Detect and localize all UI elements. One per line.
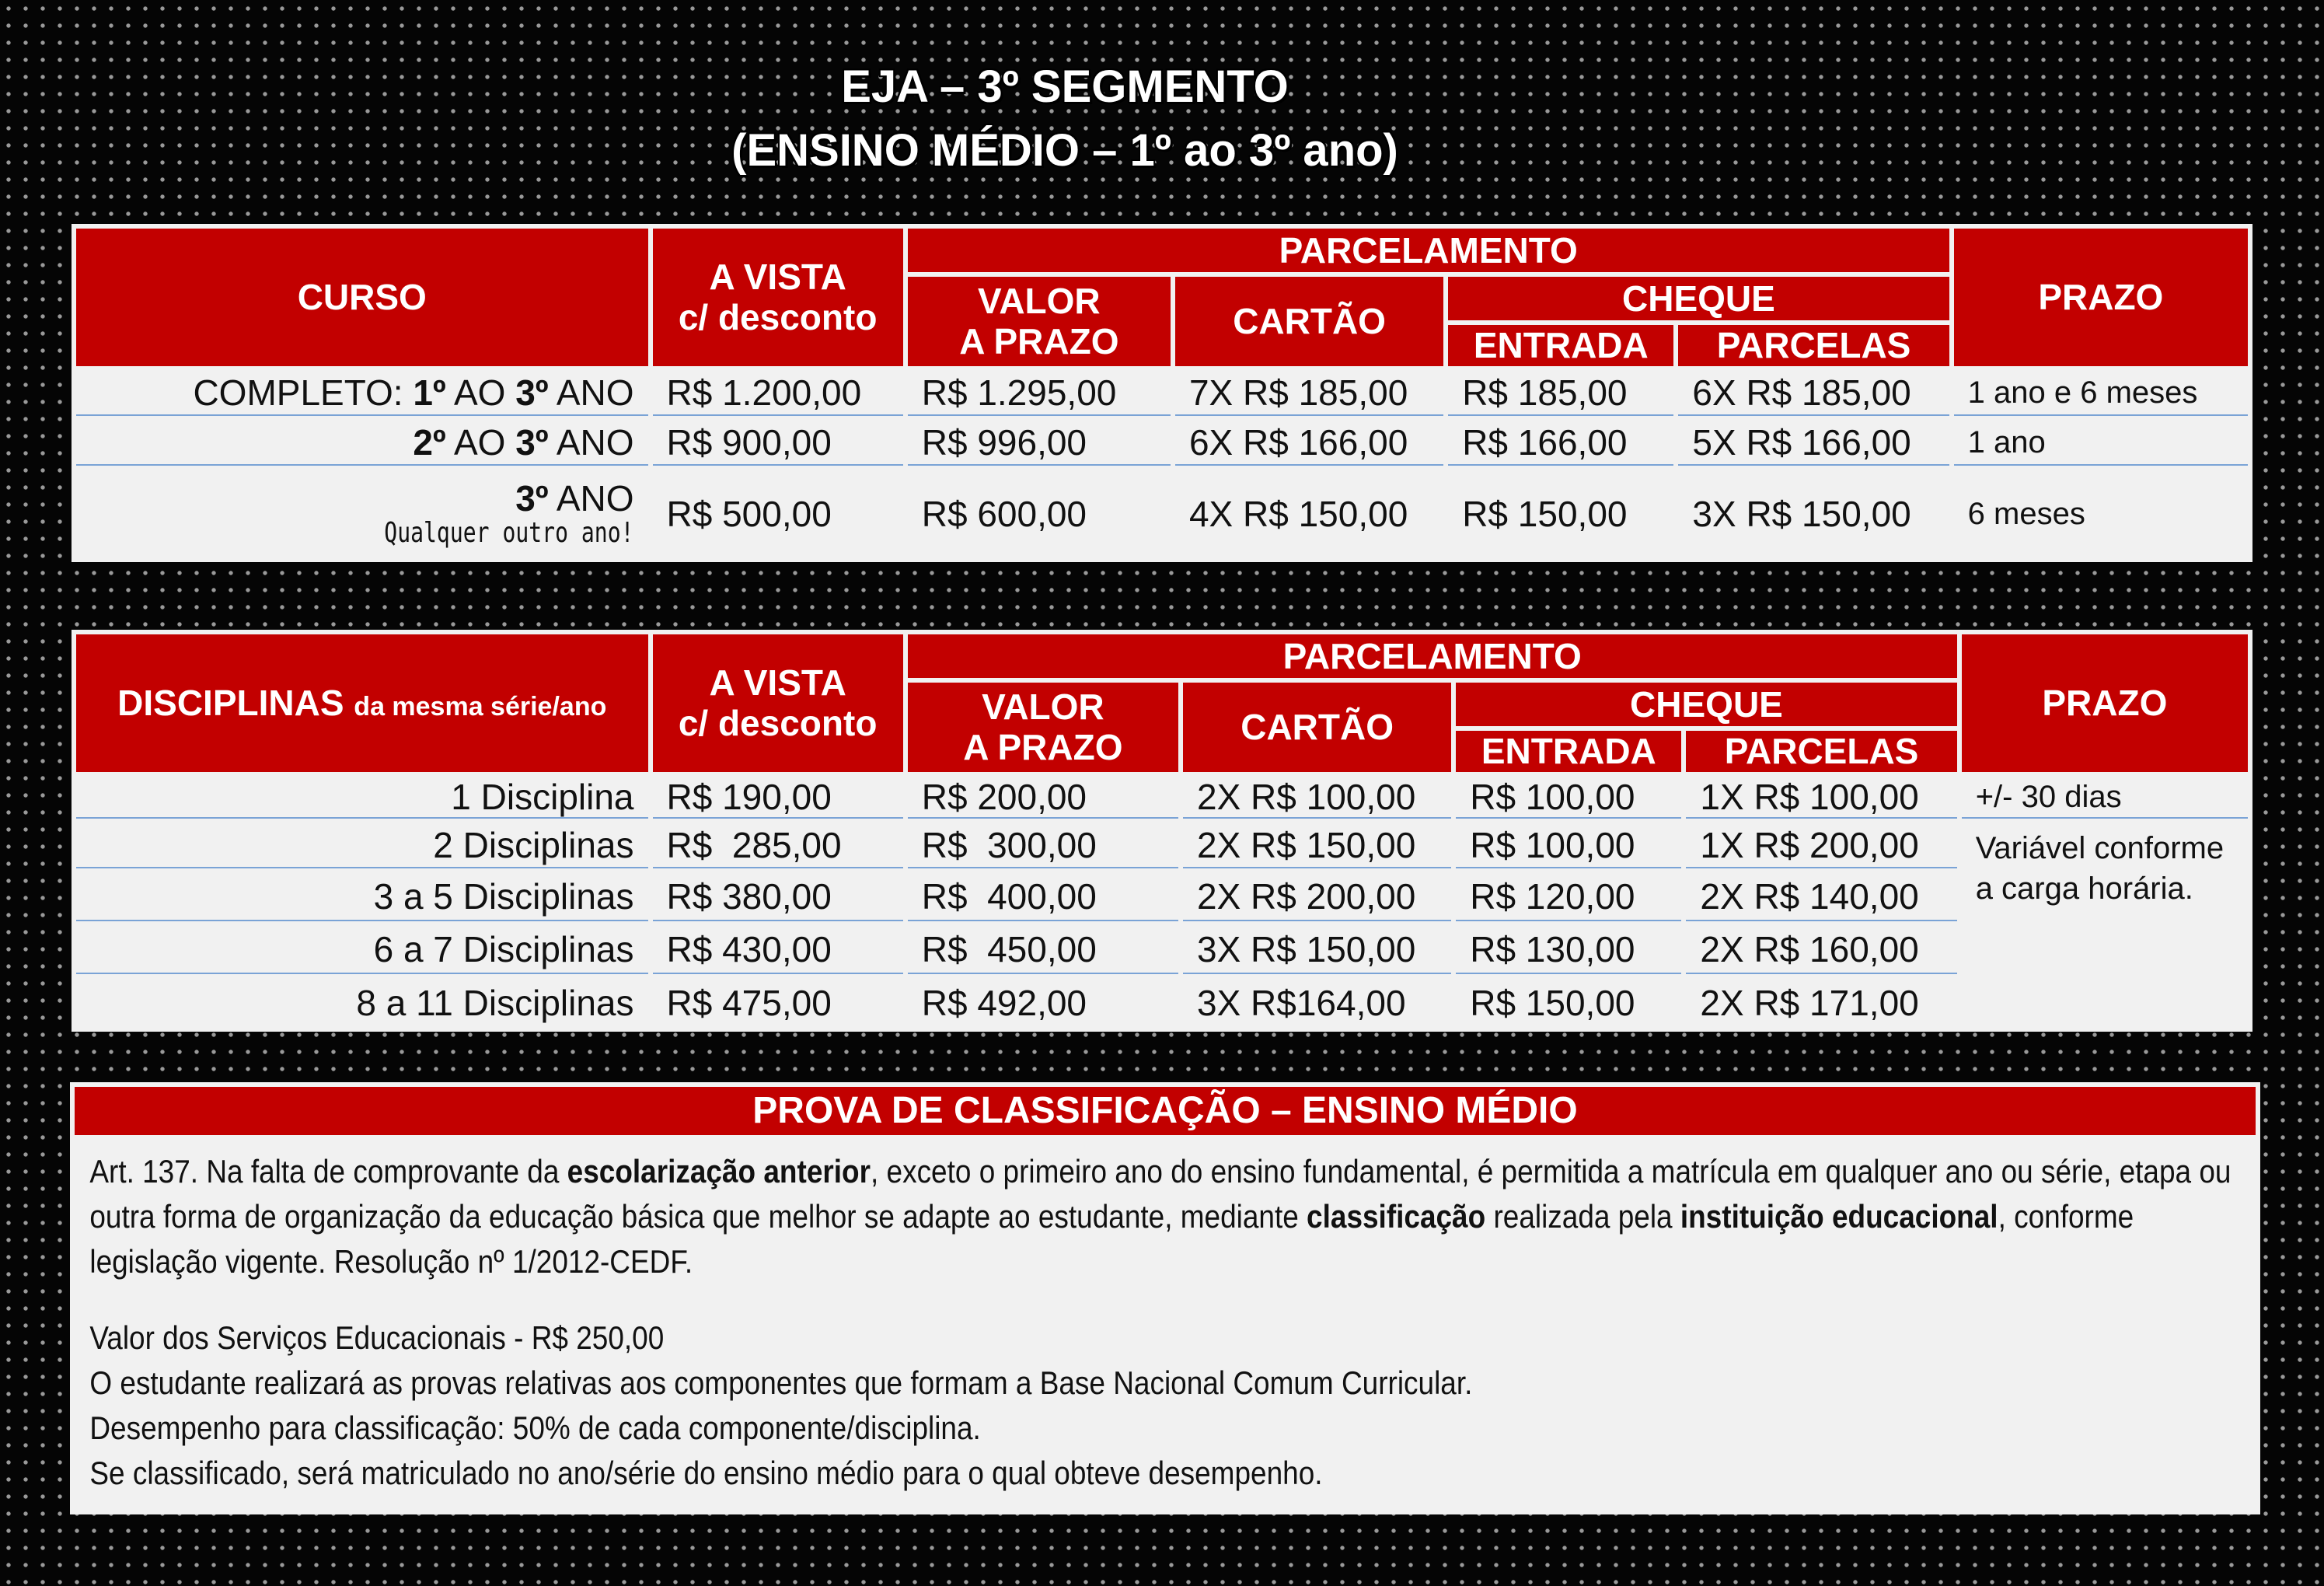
header-parcelas: PARCELAS — [1686, 731, 1956, 772]
header-prazo: PRAZO — [1962, 634, 2248, 772]
header-a-vista-line2: c/ desconto — [678, 703, 878, 744]
course-label-text: COMPLETO: — [193, 372, 414, 413]
course-label-bold: 3º — [515, 421, 549, 463]
page-title-line1: EJA – 3º SEGMENTO — [841, 61, 1289, 112]
discipline-label: 1 Disciplina — [76, 777, 648, 819]
header-a-vista — [653, 229, 903, 366]
entrada-value: R$ 130,00 — [1456, 926, 1681, 974]
course-label-text: ANO — [548, 421, 634, 463]
a-vista-value: R$ 285,00 — [653, 823, 903, 868]
a-vista-value: R$ 380,00 — [653, 873, 903, 921]
table-row — [76, 421, 2248, 466]
cartao-value: 2X R$ 150,00 — [1183, 823, 1451, 868]
cartao-value: 6X R$ 166,00 — [1175, 421, 1443, 466]
table-row — [76, 777, 2248, 819]
info-line: Desempenho para classificação: 50% de cada componente/disciplina. — [89, 1410, 981, 1446]
header-a-vista-line1: A VISTA — [709, 662, 846, 703]
service-value-line: Valor dos Serviços Educacionais - R$ 250,00 — [89, 1319, 665, 1356]
entrada-value: R$ 100,00 — [1456, 823, 1681, 868]
header-disciplinas-label: DISCIPLINAS — [117, 683, 344, 723]
prazo-value: 1 ano e 6 meses — [1954, 371, 2248, 416]
course-label-text: ANO — [548, 477, 634, 519]
valor-a-prazo-value: R$ 600,00 — [908, 470, 1171, 557]
entrada-value: R$ 166,00 — [1448, 421, 1673, 466]
parcelas-value: 1X R$ 100,00 — [1686, 777, 1956, 819]
course-label-text: AO — [445, 421, 516, 463]
cartao-value: 7X R$ 185,00 — [1175, 371, 1443, 416]
a-vista-value: R$ 500,00 — [653, 470, 903, 557]
header-valor-line1: VALOR — [982, 686, 1104, 727]
header-a-vista — [653, 634, 903, 772]
header-parcelas: PARCELAS — [1678, 325, 1949, 366]
article-text: realizada pela — [1485, 1198, 1680, 1235]
table-row — [76, 926, 2248, 974]
course-label-bold: 2º — [413, 421, 446, 463]
discipline-label: 2 Disciplinas — [76, 823, 648, 868]
entrada-value: R$ 150,00 — [1448, 470, 1673, 557]
course-label — [76, 421, 648, 466]
article-bold: escolarização anterior — [567, 1153, 871, 1190]
info-line: O estudante realizará as provas relativas aos componentes que formam a Base Nacional Comum Curricular. — [89, 1364, 1473, 1401]
article-text: , conforme legislação vigente. Resolução nº 1/2012-CEDF. — [89, 1198, 2134, 1280]
cartao-value: 4X R$ 150,00 — [1175, 470, 1443, 557]
info-line: Se classificado, será matriculado no ano/série do ensino médio para o qual obteve desempenho. — [89, 1455, 1323, 1491]
header-disciplinas-sub: da mesma série/ano — [354, 692, 607, 721]
article-text: Art. 137. Na falta de comprovante da — [89, 1153, 567, 1190]
header-parcelamento: PARCELAMENTO — [908, 634, 1957, 678]
article-bold: instituição educacional — [1680, 1198, 1998, 1235]
entrada-value: R$ 185,00 — [1448, 371, 1673, 416]
parcelas-value: 5X R$ 166,00 — [1678, 421, 1949, 466]
classification-exam-panel — [70, 1082, 2260, 1514]
a-vista-value: R$ 430,00 — [653, 926, 903, 974]
table-row — [76, 979, 2248, 1027]
prazo-value: +/- 30 dias — [1962, 777, 2248, 819]
header-entrada: ENTRADA — [1456, 731, 1681, 772]
table-row — [76, 873, 2248, 921]
header-a-vista-line1: A VISTA — [709, 256, 846, 297]
cartao-value: 3X R$ 150,00 — [1183, 926, 1451, 974]
entrada-value: R$ 150,00 — [1456, 979, 1681, 1027]
parcelas-value: 1X R$ 200,00 — [1686, 823, 1956, 868]
article-text: , exceto o primeiro ano do ensino fundamental, é permitida a matrícula em qualquer ano ou série, etapa ou outra forma de organização da educação básica que melhor se adapte ao estudante, mediante — [89, 1153, 2232, 1235]
header-curso: CURSO — [76, 229, 648, 366]
course-label — [76, 371, 648, 416]
a-vista-value: R$ 475,00 — [653, 979, 903, 1027]
prazo-value: 6 meses — [1954, 470, 2248, 557]
handwritten-note: Qualquer outro ano! — [384, 517, 634, 550]
a-vista-value: R$ 900,00 — [653, 421, 903, 466]
header-valor-a-prazo — [908, 277, 1171, 366]
article-paragraph — [89, 1149, 2237, 1284]
header-entrada: ENTRADA — [1448, 325, 1673, 366]
article-bold: classificação — [1307, 1198, 1486, 1235]
table-row — [76, 371, 2248, 416]
parcelas-value: 2X R$ 160,00 — [1686, 926, 1956, 974]
table-row — [76, 823, 2248, 868]
course-label-text: AO — [445, 372, 516, 413]
parcelas-value: 3X R$ 150,00 — [1678, 470, 1949, 557]
prazo-value: 1 ano — [1954, 421, 2248, 466]
header-valor-line2: A PRAZO — [959, 321, 1119, 362]
entrada-value: R$ 120,00 — [1456, 873, 1681, 921]
course-label-bold: 1º — [413, 372, 446, 413]
course-label-text: ANO — [548, 372, 634, 413]
header-a-vista-line2: c/ desconto — [678, 297, 878, 338]
classification-exam-header: PROVA DE CLASSIFICAÇÃO – ENSINO MÉDIO — [75, 1087, 2256, 1135]
discipline-label: 8 a 11 Disciplinas — [76, 979, 648, 1027]
a-vista-value: R$ 1.200,00 — [653, 371, 903, 416]
course-price-table — [72, 224, 2252, 562]
disciplines-price-table — [72, 630, 2252, 1032]
cartao-value: 2X R$ 200,00 — [1183, 873, 1451, 921]
discipline-label: 3 a 5 Disciplinas — [76, 873, 648, 921]
course-label-bold: 3º — [515, 477, 549, 519]
valor-a-prazo-value: R$ 300,00 — [908, 823, 1178, 868]
a-vista-value: R$ 190,00 — [653, 777, 903, 819]
discipline-label: 6 a 7 Disciplinas — [76, 926, 648, 974]
parcelas-value: 6X R$ 185,00 — [1678, 371, 1949, 416]
valor-a-prazo-value: R$ 450,00 — [908, 926, 1178, 974]
header-valor-line1: VALOR — [978, 280, 1101, 321]
parcelas-value: 2X R$ 140,00 — [1686, 873, 1956, 921]
valor-a-prazo-value: R$ 200,00 — [908, 777, 1178, 819]
valor-a-prazo-value: R$ 492,00 — [908, 979, 1178, 1027]
header-cartao: CARTÃO — [1175, 277, 1443, 366]
header-disciplinas — [76, 634, 648, 772]
table-row — [76, 470, 2248, 557]
entrada-value: R$ 100,00 — [1456, 777, 1681, 819]
valor-a-prazo-value: R$ 400,00 — [908, 873, 1178, 921]
header-prazo: PRAZO — [1954, 229, 2248, 366]
prazo-value: Variável conforme a carga horária. — [1962, 823, 2248, 1027]
valor-a-prazo-value: R$ 996,00 — [908, 421, 1171, 466]
valor-a-prazo-value: R$ 1.295,00 — [908, 371, 1171, 416]
header-cartao: CARTÃO — [1183, 683, 1451, 772]
cartao-value: 3X R$164,00 — [1183, 979, 1451, 1027]
cartao-value: 2X R$ 100,00 — [1183, 777, 1451, 819]
course-label — [76, 470, 648, 557]
header-cheque: CHEQUE — [1456, 683, 1956, 726]
course-label-bold: 3º — [515, 372, 549, 413]
header-valor-a-prazo — [908, 683, 1178, 772]
classification-exam-body — [75, 1135, 2252, 1496]
page-title-line2: (ENSINO MÉDIO – 1º ao 3º ano) — [731, 125, 1398, 176]
parcelas-value: 2X R$ 171,00 — [1686, 979, 1956, 1027]
header-parcelamento: PARCELAMENTO — [908, 229, 1949, 272]
header-cheque: CHEQUE — [1448, 277, 1949, 320]
header-valor-line2: A PRAZO — [963, 727, 1123, 768]
